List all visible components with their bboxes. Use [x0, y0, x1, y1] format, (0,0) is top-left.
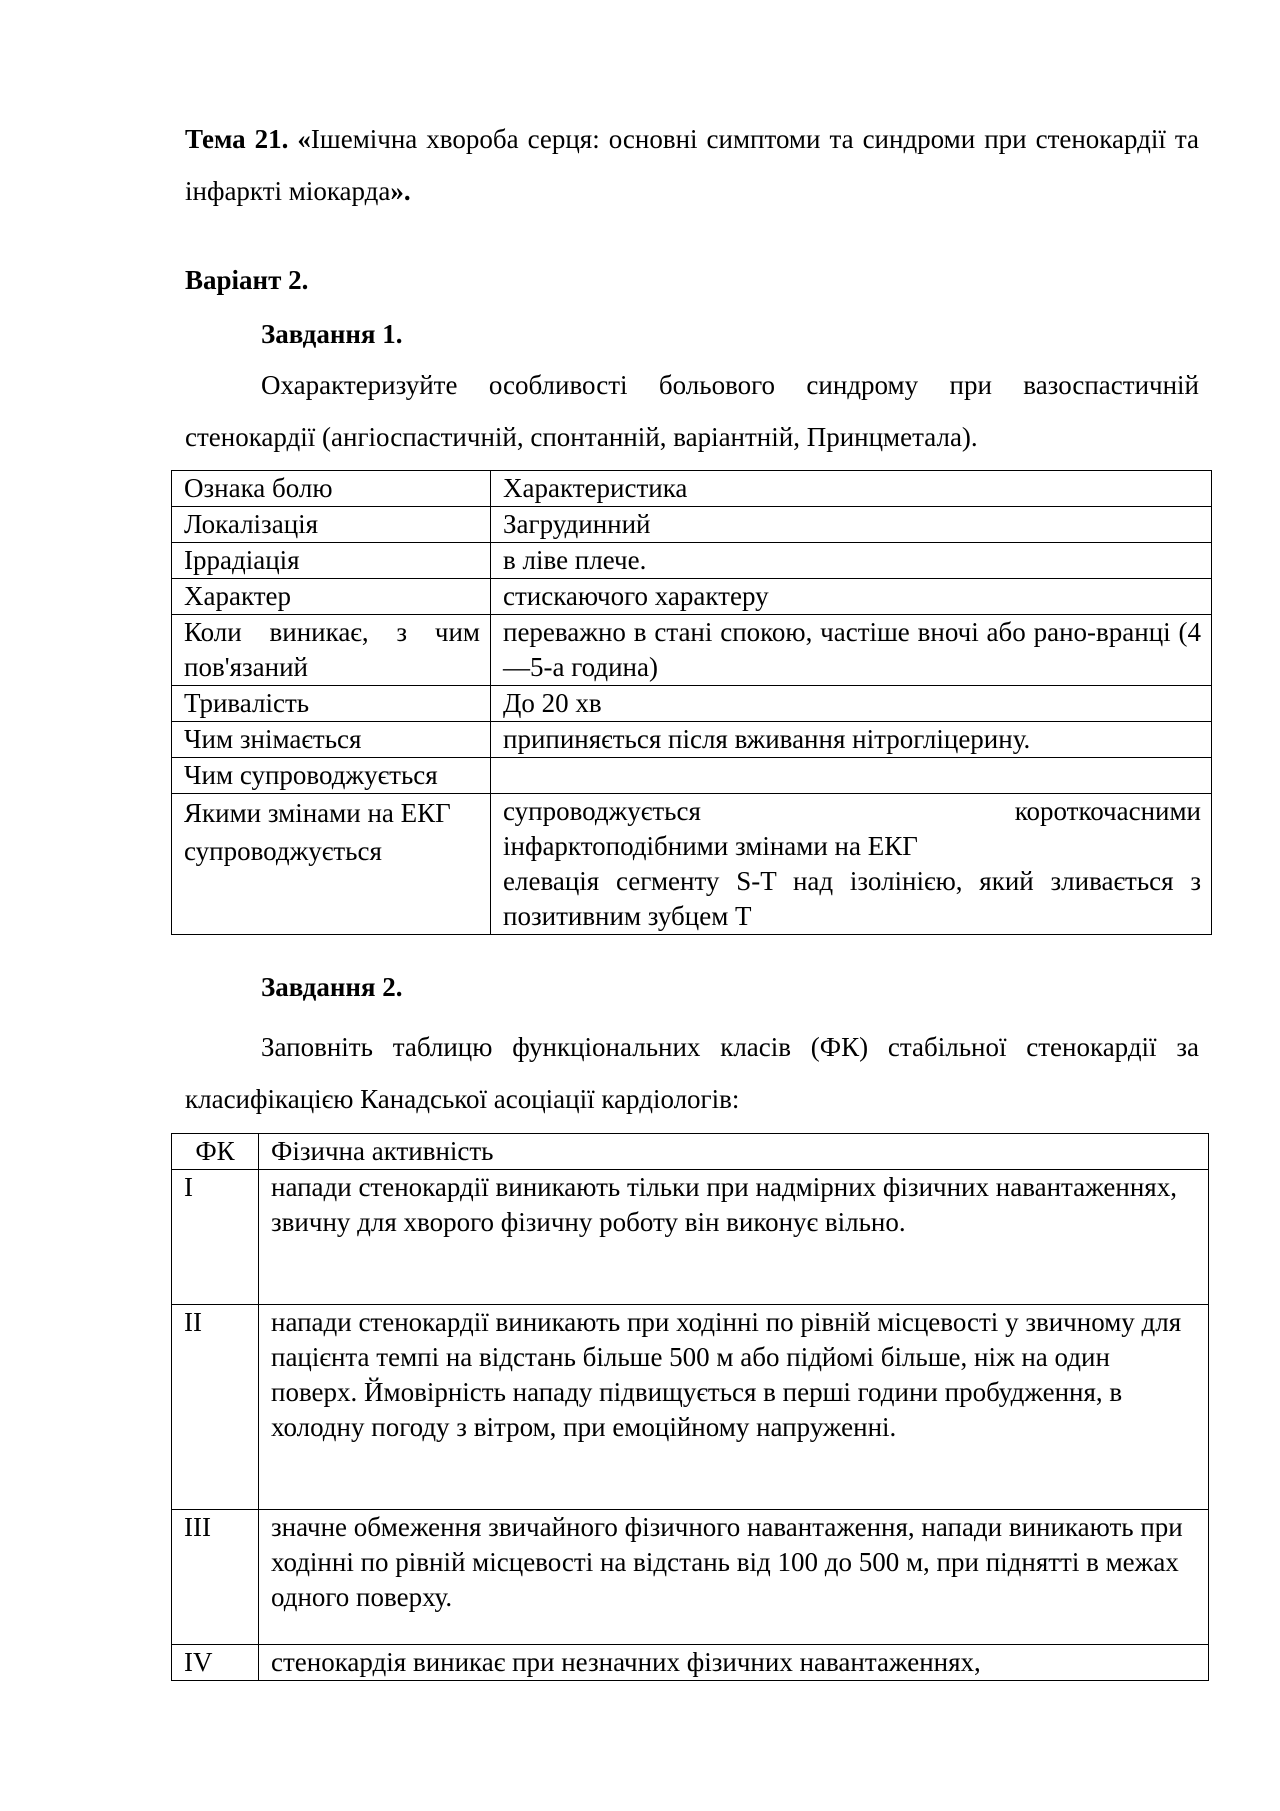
sign-cell: Якими змінами на ЕКГ супроводжується	[172, 794, 491, 935]
table-header-cell: Ознака болю	[172, 471, 491, 507]
table-row	[172, 758, 1212, 794]
class-cell: I	[172, 1170, 259, 1305]
table-row	[172, 507, 1212, 543]
value-cell	[491, 794, 1212, 935]
sign-cell: Чим супроводжується	[172, 758, 491, 794]
table-header-cell: Характеристика	[491, 471, 1212, 507]
activity-cell: напади стенокардії виникають при ходінні по рівній місцевості у звичному для пацієнта темпі на відстань більше 500 м або підйомі більше, ніж на один поверх. Ймовірність нападу підвищується в перші години пробудження, в холодну погоду з вітром, при емоційному напруженні.	[259, 1305, 1209, 1510]
value-word: короткочасними	[1014, 796, 1201, 826]
pain-syndrome-table	[171, 470, 1212, 935]
value-cell: До 20 хв	[491, 686, 1212, 722]
value-cell: припиняється після вживання нітрогліцерину.	[491, 722, 1212, 758]
variant-heading: Варіант 2.	[185, 265, 309, 295]
value-line: елевація сегменту S-T над ізолінією, який зливається з позитивним зубцем T	[503, 866, 1201, 931]
task1-text: Охарактеризуйте особливості больового синдрому при вазоспастичній стенокардії (ангіоспастичній, спонтанній, варіантній, Принцметала).	[185, 370, 1199, 452]
value-cell: переважно в стані спокою, частіше вночі або рано-вранці (4—5-а година)	[491, 615, 1212, 686]
topic-text: Ішемічна хвороба серця: основні симптоми та синдроми при стенокардії та інфаркті міокарда	[185, 124, 1199, 206]
activity-cell: напади стенокардії виникають тільки при надмірних фізичних навантаженнях, звичну для хворого фізичну роботу він виконує вільно.	[259, 1170, 1209, 1305]
value-cell: стискаючого характеру	[491, 579, 1212, 615]
activity-cell: стенокардія виникає при незначних фізичних навантаженнях,	[259, 1645, 1209, 1681]
value-cell: в ліве плече.	[491, 543, 1212, 579]
class-cell: IV	[172, 1645, 259, 1681]
table-row	[172, 1305, 1209, 1510]
task2-heading: Завдання 2.	[261, 972, 403, 1002]
table-row	[172, 1510, 1209, 1645]
table-row	[172, 615, 1212, 686]
functional-class-table	[171, 1133, 1209, 1681]
topic-label: Тема 21.	[185, 124, 289, 154]
sign-cell: Локалізація	[172, 507, 491, 543]
class-cell: II	[172, 1305, 259, 1510]
sign-cell: Коли виникає, з чим пов'язаний	[172, 615, 491, 686]
value-line	[503, 794, 1201, 829]
table-header-cell: Фізична активність	[259, 1134, 1209, 1170]
sign-cell: Іррадіація	[172, 543, 491, 579]
table-row	[172, 543, 1212, 579]
table-row	[172, 794, 1212, 935]
value-word: супроводжується	[503, 796, 701, 826]
table-header-row	[172, 1134, 1209, 1170]
class-cell: III	[172, 1510, 259, 1645]
value-line: інфарктоподібними змінами на ЕКГ	[503, 831, 918, 861]
table-row	[172, 579, 1212, 615]
sign-cell: Тривалість	[172, 686, 491, 722]
sign-cell: Характер	[172, 579, 491, 615]
table-header-cell: ФК	[172, 1134, 259, 1170]
task2-text: Заповніть таблицю функціональних класів (ФК) стабільної стенокардії за класифікацією Канадської асоціації кардіологів:	[185, 1032, 1199, 1114]
topic-title	[185, 113, 1199, 217]
topic-quote-close: ».	[390, 176, 411, 206]
table-row	[172, 1645, 1209, 1681]
task1-heading: Завдання 1.	[261, 319, 403, 349]
topic-quote-open: «	[297, 124, 311, 154]
sign-cell: Чим знімається	[172, 722, 491, 758]
table-row	[172, 1170, 1209, 1305]
value-cell: Загрудинний	[491, 507, 1212, 543]
activity-cell: значне обмеження звичайного фізичного навантаження, напади виникають при ходінні по рівній місцевості на відстань від 100 до 500 м, при піднятті в межах одного поверху.	[259, 1510, 1209, 1645]
table-row	[172, 686, 1212, 722]
table-header-row	[172, 471, 1212, 507]
table-row	[172, 722, 1212, 758]
value-cell	[491, 758, 1212, 794]
